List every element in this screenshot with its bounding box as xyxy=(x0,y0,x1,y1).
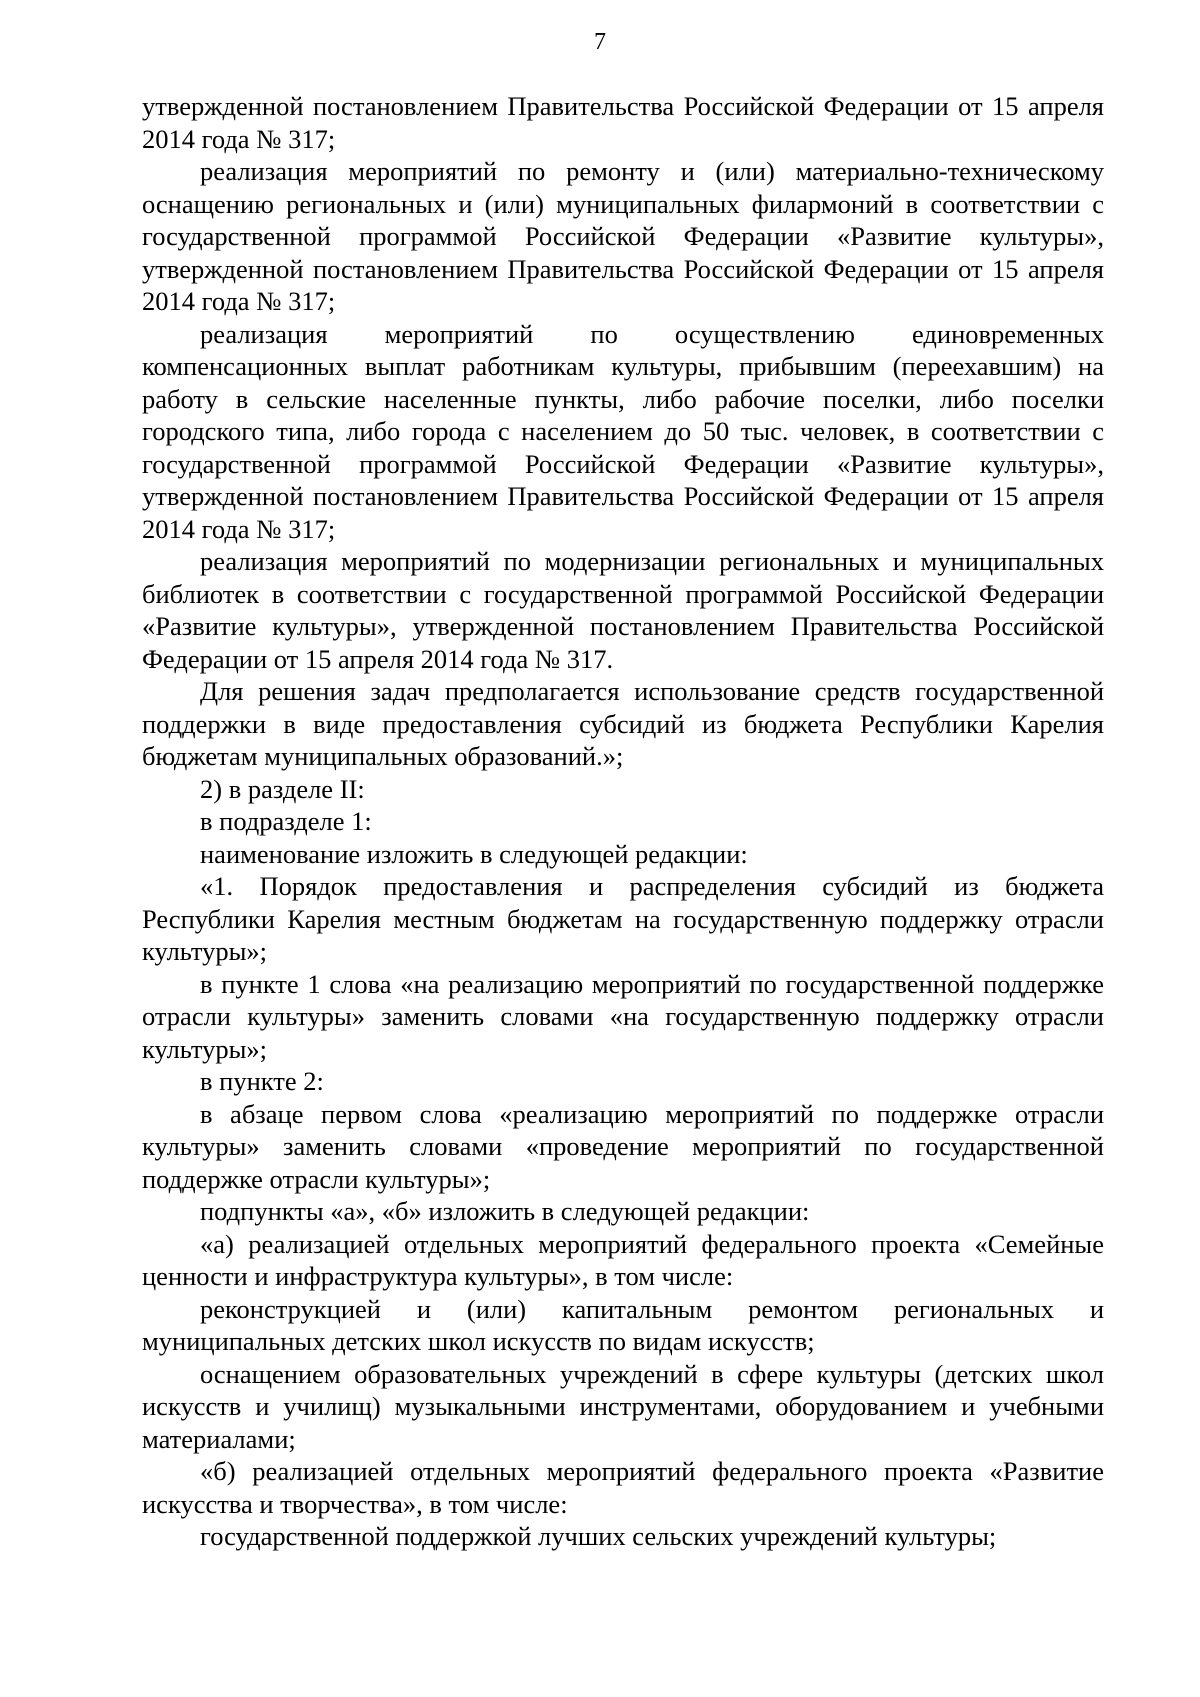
paragraph: «б) реализацией отдельных мероприятий федерального проекта «Развитие искусства и творчества», в том числе: xyxy=(142,1456,1104,1519)
paragraph: в подразделе 1: xyxy=(200,806,372,836)
paragraph: «а) реализацией отдельных мероприятий федерального проекта «Семейные ценности и инфраструктура культуры», в том числе: xyxy=(142,1228,1104,1291)
paragraph: реконструкцией и (или) капитальным ремонтом региональных и муниципальных детских школ искусств по видам искусств; xyxy=(142,1293,1104,1356)
paragraph: наименование изложить в следующей редакции: xyxy=(200,838,748,869)
paragraph: 2) в разделе II: xyxy=(200,773,365,804)
paragraph: Для решения задач предполагается использование средств государственной поддержки в виде предоставления субсидий из бюджета Республики Карелия бюджетам муниципальных образований.»; xyxy=(142,676,1104,771)
paragraph: в пункте 2: xyxy=(200,1066,324,1096)
paragraph: утвержденной постановлением Правительства Российской Федерации от 15 апреля 2014 года № 317; xyxy=(142,91,1104,154)
paragraph: оснащением образовательных учреждений в сфере культуры (детских школ искусств и училищ) музыкальными инструментами, оборудованием и учебными материалами; xyxy=(142,1358,1104,1454)
paragraph: подпункты «а», «б» изложить в следующей редакции: xyxy=(200,1196,810,1226)
paragraph: реализация мероприятий по модернизации региональных и муниципальных библиотек в соответствии с государственной программой Российской Федерации «Развитие культуры», утвержденной постановлением Правительства Российской Федерации от 15 апреля 2014 года № 317. xyxy=(142,546,1104,674)
page-number: 7 xyxy=(594,29,606,55)
paragraph: «1. Порядок предоставления и распределения субсидий из бюджета Республики Карелия местным бюджетам на государственную поддержку отрасли культуры»; xyxy=(142,871,1104,966)
paragraph: реализация мероприятий по осуществлению единовременных компенсационных выплат работникам культуры, прибывшим (переехавшим) на работу в сельские населенные пункты, либо рабочие поселки, либо поселки городского типа, либо города с населением до 50 тыс. человек, в соответствии с государственной программой Российской Федерации «Развитие культуры», утвержденной постановлением Правительства Российской Федерации от 15 апреля 2014 года № 317; xyxy=(142,318,1104,544)
paragraph: реализация мероприятий по ремонту и (или) материально-техническому оснащению региональных и (или) муниципальных филармоний в соответствии с государственной программой Российской Федерации «Развитие культуры», утвержденной постановлением Правительства Российской Федерации от 15 апреля 2014 года № 317; xyxy=(142,156,1104,316)
paragraph: в пункте 1 слова «на реализацию мероприятий по государственной поддержке отрасли культуры» заменить словами «на государственную поддержку отрасли культуры»; xyxy=(142,968,1104,1064)
paragraph: государственной поддержкой лучших сельских учреждений культуры; xyxy=(200,1521,997,1551)
paragraph: в абзаце первом слова «реализацию мероприятий по поддержке отрасли культуры» заменить словами «проведение мероприятий по государственной поддержке отрасли культуры»; xyxy=(142,1098,1104,1194)
document-body xyxy=(142,90,1104,1553)
